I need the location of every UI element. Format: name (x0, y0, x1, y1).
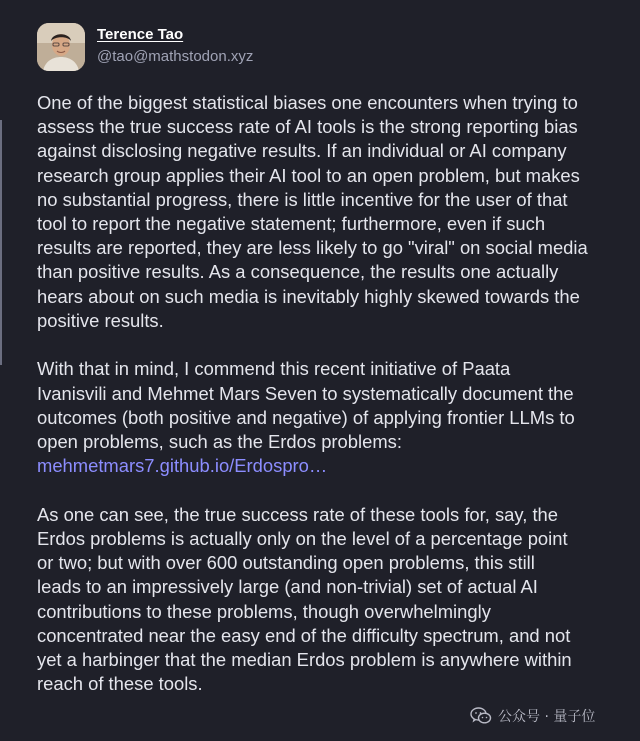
post-content (37, 91, 637, 721)
post-paragraph-2 (37, 357, 637, 478)
post-paragraph-1 (37, 91, 637, 333)
text-line: leads to an impressively large (and non-trivial) set of actual AI (37, 576, 538, 598)
watermark (470, 705, 595, 727)
text-line: assess the true success rate of AI tools is the strong reporting bias (37, 116, 578, 138)
author-info (97, 26, 253, 65)
text-line: or two; but with over 600 outstanding open problems, this still (37, 552, 535, 574)
text-line: tool to report the negative statement; furthermore, even if such (37, 213, 546, 235)
text-line: contributions to these problems, though overwhelmingly (37, 600, 491, 622)
text-line: Ivanisvili and Mehmet Mars Seven to systematically document the (37, 382, 574, 404)
watermark-text: 公众号 · 量子位 (498, 709, 596, 725)
text-line: With that in mind, I commend this recent initiative of Paata (37, 358, 511, 380)
erdos-problems-link[interactable]: mehmetmars7.github.io/Erdospro… (37, 455, 328, 477)
text-line: than positive results. As a consequence, the results one actually (37, 261, 559, 283)
text-line: As one can see, the true success rate of these tools for, say, the (37, 503, 559, 525)
text-line: concentrated near the easy end of the difficulty spectrum, and not (37, 624, 571, 646)
text-line: yet a harbinger that the median Erdos problem is anywhere within (37, 649, 572, 671)
text-line: positive results. (37, 309, 164, 331)
text-line: against disclosing negative results. If an individual or AI company (37, 140, 567, 162)
text-line: hears about on such media is inevitably highly skewed towards the (37, 285, 580, 307)
wechat-icon (470, 707, 492, 725)
text-line: results are reported, they are less likely to go "viral" on social media (37, 237, 588, 259)
text-line: outcomes (both positive and negative) of applying frontier LLMs to (37, 406, 575, 428)
avatar[interactable] (37, 23, 85, 71)
text-line: open problems, such as the Erdos problems: (37, 431, 402, 453)
text-line: no substantial progress, there is little incentive for the user of that (37, 188, 568, 210)
avatar-portrait-icon (37, 23, 85, 71)
post-paragraph-3 (37, 503, 637, 697)
text-line: One of the biggest statistical biases one encounters when trying to (37, 92, 578, 113)
author-handle: @tao@mathstodon.xyz (97, 48, 254, 65)
text-line: Erdos problems is actually only on the level of a percentage point (37, 528, 568, 550)
author-display-name[interactable]: Terence Tao (97, 26, 184, 43)
text-line: research group applies their AI tool to an open problem, but makes (37, 164, 580, 186)
text-line: reach of these tools. (37, 673, 203, 695)
